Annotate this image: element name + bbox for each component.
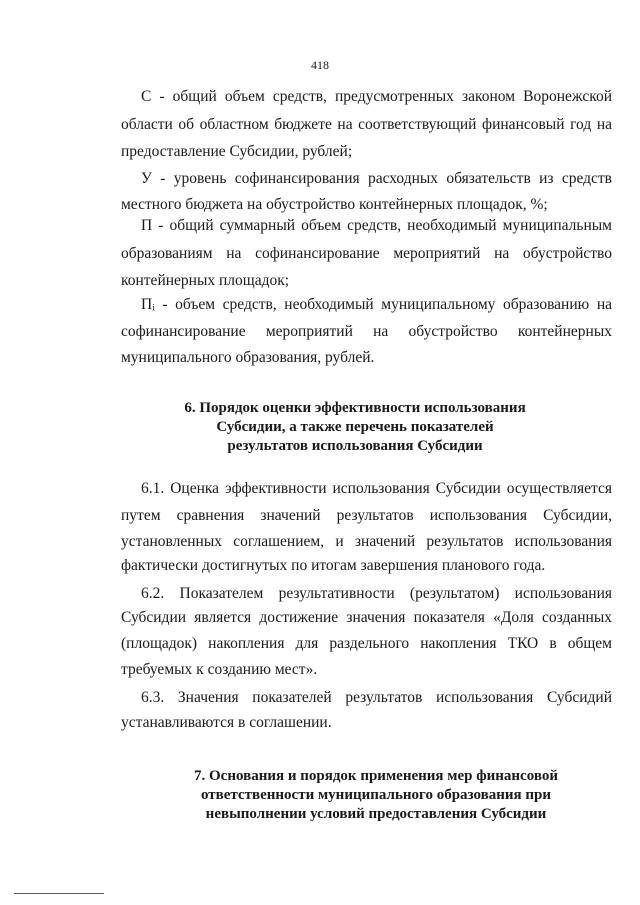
heading-line: Субсидии, а также перечень показателей [216,419,494,435]
heading-line: 6. Порядок оценки эффективности использования [184,400,526,416]
text-line: П - общий суммарный объем средств, необходимый муниципальным [141,217,612,234]
page-number: 418 [311,58,329,72]
text-line: Пᵢ - объем средств, необходимый муниципальному образованию на [141,296,612,313]
text-line: 6.3. Значения показателей результатов использования Субсидий [141,689,612,706]
heading-line: результатов использования Субсидии [227,438,483,454]
text-line: устанавливаются в соглашении. [121,714,332,731]
text-line: образованиям на софинансирование мероприятий на обустройство [121,245,612,262]
text-line: 6.2. Показателем результативности (результатом) использования [141,585,612,602]
heading-line: ответственности муниципального образования при [201,787,551,803]
text-line: предоставление Субсидии, рублей; [121,143,353,160]
text-line: Субсидии является достижение значения показателя «Доля созданных [121,609,612,626]
text-line: требуемых к созданию мест». [121,661,318,678]
text-line: У - уровень софинансирования расходных обязательств из средств [141,170,612,187]
text-line: местного бюджета на обустройство контейнерных площадок, %; [121,196,548,213]
heading-line: невыполнении условий предоставления Субсидии [205,806,547,822]
heading-line: 7. Основания и порядок применения мер финансовой [194,768,558,784]
text-line: С - общий объем средств, предусмотренных законом Воронежской [141,88,612,105]
text-line: фактически достигнутых по итогам завершения планового года. [121,557,546,574]
text-line: 6.1. Оценка эффективности использования Субсидии осуществляется [141,480,612,497]
text-line: установленных соглашением, и значений результатов использования [121,533,612,550]
text-line: контейнерных площадок; [121,272,290,289]
text-line: софинансирование мероприятий на обустройство контейнерных [121,323,612,340]
text-line: муниципального образования, рублей. [121,349,375,366]
text-line: путем сравнения значений результатов использования Субсидии, [121,507,612,524]
footnote-divider [14,893,104,894]
text-line: (площадок) накопления для раздельного накопления ТКО в общем [121,635,612,652]
text-line: области об областном бюджете на соответствующий финансовый год на [121,116,612,133]
